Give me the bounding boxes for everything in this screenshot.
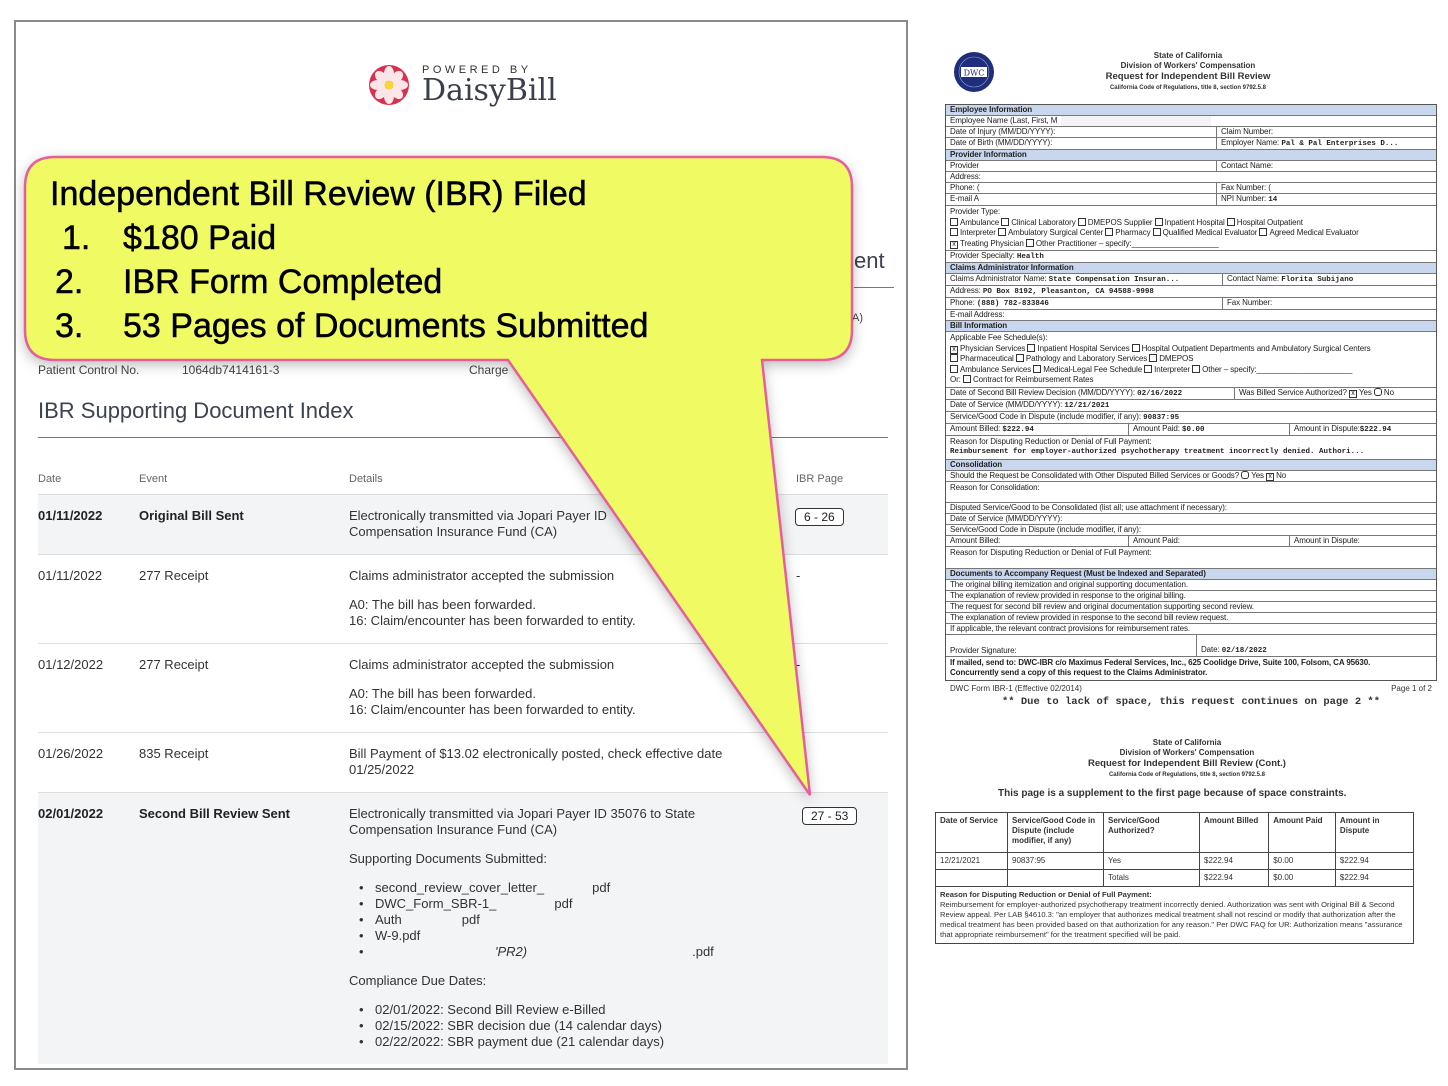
row-details: Electronically transmitted via Jopari Payer ID 35076 to State Compensation Insurance Fund (CA) Supporting Documents Submitted: • second_review_cover_letter_ pdf • DWC_Form_SBR-1_ pdf • Auth pdf • W-9.pdf • 'PR2) .pdf Compliance Due Dates: • 02/01/2022: Second Bill Review e-Billed • 02/15/2022: SBR decision due (14 calendar days) • 02/22/2022: SBR payment due (21 calendar days) xyxy=(349,806,769,1050)
form-row: Phone: (888) 782-833846 Fax Number: xyxy=(946,297,1436,309)
ibr-page-badge[interactable]: 27 - 53 xyxy=(802,807,857,825)
form-row: Provider Specialty: Health xyxy=(946,250,1436,262)
section-header: Employee Information xyxy=(946,105,1436,115)
callout-item-number: 1. xyxy=(62,219,91,257)
row-date: 01/11/2022 xyxy=(38,568,103,583)
form-id: DWC Form IBR-1 (Effective 02/2014) xyxy=(950,683,1082,693)
form-row: Service/Good Code in Dispute (include modifier, if any): xyxy=(946,524,1436,535)
doc-row: The explanation of review provided in response to the second bill review request. xyxy=(946,612,1436,623)
form-row: Should the Request be Consolidated with Other Disputed Billed Services or Goods? Yes x No xyxy=(946,470,1436,481)
file-item: • 'PR2) .pdf xyxy=(349,944,769,960)
callout-item: 53 Pages of Documents Submitted xyxy=(123,307,649,345)
column-header-details: Details xyxy=(349,473,383,485)
supplement-note: This page is a supplement to the first page because of space constraints. xyxy=(998,788,1347,799)
callout-item-number: 3. xyxy=(55,307,84,345)
form-header: State of California Division of Workers' Compensation Request for Independent Bill Review California Code of Regulations, title 8, section 9792.5.8 xyxy=(1105,51,1271,91)
ibr-page: - xyxy=(796,568,801,583)
text-fragment: A) xyxy=(852,312,863,324)
svg-text:DWC: DWC xyxy=(963,68,985,78)
provider-type-block: Provider Type: Ambulance Clinical Laboratory DMEPOS Supplier Inpatient Hospital Hospital Outpatient Interpreter Ambulatory Surgical Center Pharmacy Qualified Medical Evaluator Agreed Medical Evaluator x Treating Physician Other Practitioner – specify:____________________ xyxy=(946,205,1436,250)
column-header-date: Date xyxy=(38,473,62,485)
section-header: Claims Administrator Information xyxy=(946,262,1436,273)
form-row: Amount Billed: $222.94 Amount Paid: $0.00 Amount in Dispute:$222.94 xyxy=(946,423,1436,435)
page-number: Page 1 of 2 xyxy=(1391,683,1432,693)
form-row: Date of Second Bill Review Decision (MM/DD/YYYY): 02/16/2022 Was Billed Service Authorized? x Yes No xyxy=(946,387,1436,399)
form-header: State of California Division of Workers' Compensation Request for Independent Bill Review (Cont.) California Code of Regulations, title 8, section 9792.5.8 xyxy=(1088,738,1286,778)
row-event: Second Bill Review Sent xyxy=(139,806,290,821)
form-row: Phone: ( Fax Number: ( xyxy=(946,182,1436,193)
form-row: Disputed Service/Good to be Consolidated (list all; use attachment if necessary): xyxy=(946,502,1436,513)
page-title-fragment: ent xyxy=(854,248,885,273)
table-header-row: Date of Service Service/Good Code in Dispute (include modifier, if any) Service/Good Authorized? Amount Billed Amount Paid Amount in Dispute xyxy=(936,813,1414,853)
row-details: Electronically transmitted via Jopari Payer ID Compensation Insurance Fund (CA) xyxy=(349,508,607,539)
form-row: Service/Good Code in Dispute (include modifier, if any): 90837:95 xyxy=(946,411,1436,423)
totals-row: Totals $222.94 $0.00 $222.94 xyxy=(936,870,1414,887)
ibr-page: - xyxy=(796,657,801,672)
checkbox-checked: x xyxy=(950,241,958,249)
form-row: Provider Contact Name: xyxy=(946,160,1436,171)
form-footer xyxy=(945,681,1437,694)
ibr-form-page-2-table xyxy=(935,812,1414,944)
section-title: IBR Supporting Document Index xyxy=(38,398,354,423)
charge-label: Charge xyxy=(469,363,509,377)
file-item: • DWC_Form_SBR-1_ pdf xyxy=(349,896,769,912)
column-header-event: Event xyxy=(139,473,168,485)
table-row xyxy=(38,792,888,1064)
fee-schedule-block: Applicable Fee Schedule(s): x Physician Services Inpatient Hospital Services Hospital Outpatient Departments and Ambulatory Surgical Centers Pharmaceutical Pathology and Laboratory Services DMEPOS Ambulance Services Medical-Legal Fee Schedule Interpreter Other – specify:______________________ Or: Contract for Reimbursement Rates xyxy=(946,331,1436,387)
callout-item: $180 Paid xyxy=(123,219,277,257)
reason-row: Reason for Disputing Reduction or Denial of Full Payment: Reimbursement for employer-authorized psychotherapy treatment incorrectly denied. Authorization was sent with Original Bill & Second Review appeal. Per LAB §4610.3: "an employer that authorizes medical treatment shall not rescind or modify that authorization after the medical treatment has been provided based on that authorization for any reason." Per DWC FAQ for UR: Authorization means "assurance that appropriate reimbursement" for the treatment specified will be paid. xyxy=(936,887,1414,944)
doc-row: The original billing itemization and original supporting documentation. xyxy=(946,579,1436,590)
patient-control-label: Patient Control No. xyxy=(38,363,140,377)
due-item: • 02/22/2022: SBR payment due (21 calendar days) xyxy=(349,1034,769,1050)
row-details: Bill Payment of $13.02 electronically posted, check effective date 01/25/2022 xyxy=(349,746,723,777)
doc-row: If applicable, the relevant contract provisions for reimbursement rates. xyxy=(946,623,1436,634)
section-header: Documents to Accompany Request (Must be Indexed and Separated) xyxy=(946,568,1436,579)
file-item: • W-9.pdf xyxy=(349,928,769,944)
form-row: Reason for Disputing Reduction or Denial of Full Payment: xyxy=(946,546,1436,568)
patient-control-value: 1064db7414161-3 xyxy=(182,363,280,377)
table-row: 12/21/2021 90837:95 Yes $222.94 $0.00 $222.94 xyxy=(936,853,1414,870)
section-header: Consolidation xyxy=(946,459,1436,470)
form-row: E-mail Address: xyxy=(946,309,1436,320)
due-item: • 02/01/2022: Second Bill Review e-Billed xyxy=(349,1002,769,1018)
row-event: Original Bill Sent xyxy=(139,508,244,523)
file-item: • Auth pdf xyxy=(349,912,769,928)
doc-row: The explanation of review provided in response to the original billing. xyxy=(946,590,1436,601)
file-item: • second_review_cover_letter_ pdf xyxy=(349,880,769,896)
form-row: Date of Injury (MM/DD/YYYY): Claim Number: xyxy=(946,126,1436,137)
due-item: • 02/15/2022: SBR decision due (14 calendar days) xyxy=(349,1018,769,1034)
row-details: Claims administrator accepted the submission A0: The bill has been forwarded. 16: Claim/encounter has been forwarded to entity. xyxy=(349,657,636,717)
form-row: Date of Service (MM/DD/YYYY): xyxy=(946,513,1436,524)
continues-note: ** Due to lack of space, this request continues on page 2 ** xyxy=(1001,695,1381,708)
supporting-docs-label: Supporting Documents Submitted: xyxy=(349,851,547,866)
doc-row: The request for second bill review and original documentation supporting second review. xyxy=(946,601,1436,612)
ibr-page-badge[interactable]: 6 - 26 xyxy=(795,508,844,526)
callout-bubble xyxy=(0,0,910,820)
ibr-form-page-1 xyxy=(945,104,1437,681)
column-header-ibr-page: IBR Page xyxy=(796,473,844,485)
form-row: Date of Service (MM/DD/YYYY): 12/21/2021 xyxy=(946,399,1436,411)
brand-name: DaisyBill xyxy=(422,73,557,108)
row-details: Claims administrator accepted the submission A0: The bill has been forwarded. 16: Claim/encounter has been forwarded to entity. xyxy=(349,568,636,628)
compliance-label: Compliance Due Dates: xyxy=(349,973,487,988)
row-event: 277 Receipt xyxy=(139,568,209,583)
form-row: E-mail A NPI Number: 14 xyxy=(946,193,1436,205)
callout-item-number: 2. xyxy=(55,263,84,301)
form-row: Amount Billed: Amount Paid: Amount in Dispute: xyxy=(946,535,1436,546)
row-date: 01/11/2022 xyxy=(38,508,103,523)
callout-title: Independent Bill Review (IBR) Filed xyxy=(50,175,587,213)
powered-by-label: POWERED BY xyxy=(422,64,532,76)
form-row: Address: xyxy=(946,171,1436,182)
form-row: Reason for Consolidation: xyxy=(946,481,1436,502)
form-row: Claims Administrator Name: State Compensation Insuran... Contact Name: Florita Subijano xyxy=(946,273,1436,285)
callout-item: IBR Form Completed xyxy=(123,263,443,301)
form-row: Date of Birth (MM/DD/YYYY): Employer Name: Pal & Pal Enterprises D... xyxy=(946,137,1436,149)
reason-block: Reason for Disputing Reduction or Denial of Full Payment: Reimbursement for employer-authorized psychotherapy treatment incorrectly denied. Authori... xyxy=(946,435,1436,459)
mailing-instructions: If mailed, send to: DWC-IBR c/o Maximus Federal Services, Inc., 625 Coolidge Drive, Suite 100, Folsom, CA 95630. Concurrently send a copy of this request to the Claims Administrator. xyxy=(946,656,1436,680)
row-date: 01/12/2022 xyxy=(38,657,104,672)
section-header: Bill Information xyxy=(946,320,1436,331)
row-event: 277 Receipt xyxy=(139,657,209,672)
row-event: 835 Receipt xyxy=(139,746,209,761)
ibr-form-page-1-wrapper xyxy=(945,104,1437,709)
row-date: 01/26/2022 xyxy=(38,746,104,761)
section-header: Provider Information xyxy=(946,149,1436,160)
signature-row: Provider Signature: Date: 02/18/2022 xyxy=(946,634,1436,656)
form-row: Employee Name (Last, First, M xyxy=(946,115,1436,126)
dwc-seal-icon xyxy=(953,51,995,93)
form-row: Address: PO Box 8192, Pleasanton, CA 94588-9998 xyxy=(946,285,1436,297)
compliance-list xyxy=(349,1002,769,1050)
row-date: 02/01/2022 xyxy=(38,806,104,821)
supporting-docs-list xyxy=(349,880,769,960)
